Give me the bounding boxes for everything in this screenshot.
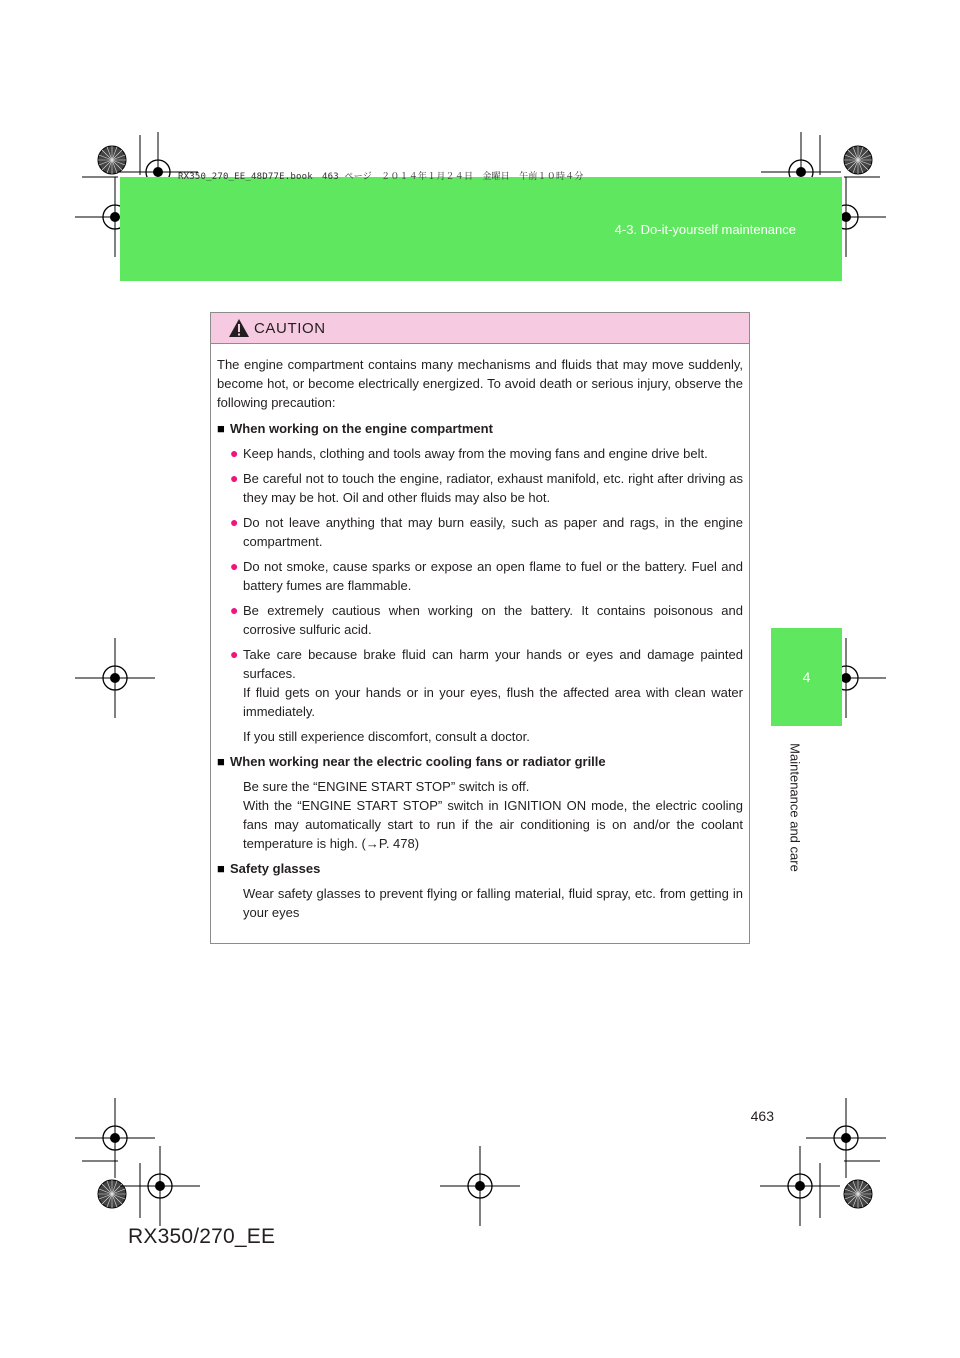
- chapter-tab: [771, 628, 842, 726]
- dot-bullet-icon: ●: [230, 602, 239, 618]
- section-heading: ■ Safety glasses: [217, 861, 321, 876]
- list-item: ● Keep hands, clothing and tools away from the moving fans and engine drive belt.: [230, 445, 708, 461]
- note-text: If you still experience discomfort, consult a doctor.: [243, 729, 530, 744]
- dot-bullet-icon: ●: [230, 470, 239, 486]
- section-heading: ■ When working on the engine compartment: [217, 421, 493, 436]
- paragraph-text: Wear safety glasses to prevent flying or falling material, fluid spray, etc. from getting in your eyes: [243, 886, 743, 920]
- warning-triangle-icon: [228, 318, 250, 338]
- dot-bullet-icon: ●: [230, 514, 239, 530]
- list-item: ● Be careful not to touch the engine, radiator, exhaust manifold, etc. right after driving as they may be hot. Oil and other fluids may also be hot.: [230, 470, 743, 505]
- section-heading: ■ When working near the electric cooling fans or radiator grille: [217, 754, 606, 769]
- print-meta-line: RX350_270_EE_48D77E.book 463 ページ ２０１４年１月２４日 金曜日 午前１０時４分: [178, 172, 584, 182]
- caution-body: [211, 344, 749, 922]
- chapter-label: [765, 735, 825, 885]
- dot-bullet-icon: ●: [230, 646, 239, 662]
- model-code: RX350/270_EE: [128, 1225, 276, 1248]
- note-text: If fluid gets on your hands or in your eyes, flush the affected area with clean water immediately.: [243, 685, 743, 719]
- paragraph-text: Be sure the “ENGINE START STOP” switch is off.: [243, 779, 530, 794]
- caution-intro: The engine compartment contains many mechanisms and fluids that may move suddenly, become hot, or become electrically energized. To avoid death or serious injury, observe the following precaution:: [217, 357, 743, 410]
- list-item: ● Take care because brake fluid can harm your hands or eyes and damage painted surfaces.: [230, 646, 743, 681]
- square-bullet-icon: ■: [217, 754, 225, 769]
- square-bullet-icon: ■: [217, 861, 225, 876]
- page-number: 463: [750, 1108, 774, 1124]
- paragraph-text: With the “ENGINE START STOP” switch in IGNITION ON mode, the electric cooling fans may automatically start to run if the air conditioning is on and/or the coolant temperature is high. (→P. 478): [243, 798, 743, 851]
- list-item: ● Be extremely cautious when working on the battery. It contains poisonous and corrosive sulfuric acid.: [230, 602, 743, 637]
- chapter-label-text: Maintenance and care: [787, 743, 803, 872]
- dot-bullet-icon: ●: [230, 445, 239, 461]
- list-item: ● Do not leave anything that may burn easily, such as paper and rags, in the engine compartment.: [230, 514, 743, 549]
- dot-bullet-icon: ●: [230, 558, 239, 574]
- square-bullet-icon: ■: [217, 421, 225, 436]
- section-title: 4-3. Do-it-yourself maintenance: [614, 222, 796, 237]
- caution-title: CAUTION: [254, 319, 326, 337]
- list-item: ● Do not smoke, cause sparks or expose an open flame to fuel or the battery. Fuel and battery fumes are flammable.: [230, 558, 743, 593]
- caution-header: [211, 313, 749, 344]
- caution-box: [210, 312, 750, 944]
- chapter-number: 4: [802, 669, 811, 685]
